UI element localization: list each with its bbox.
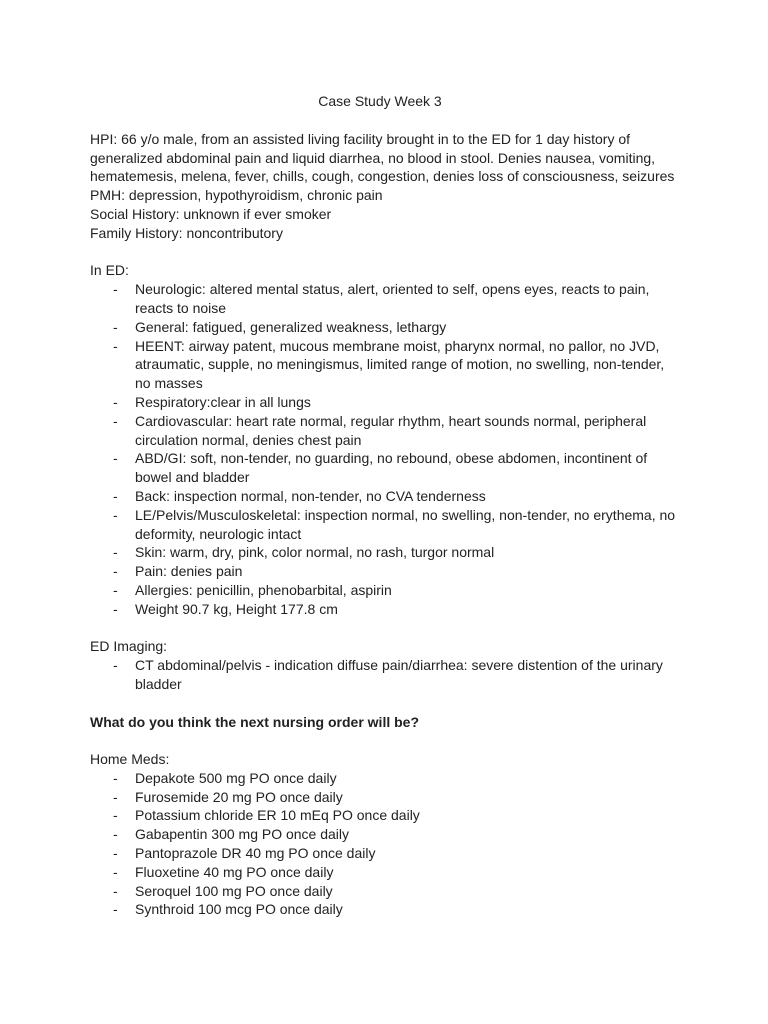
dash-bullet: - [113,450,118,467]
list-item [90,882,683,901]
list-item-text: Synthroid 100 mcg PO once daily [135,901,343,918]
list-item-text: Weight 90.7 kg, Height 177.8 cm [135,600,338,617]
list-item-text: LE/Pelvis/Musculoskeletal: inspection normal, no swelling, non-tender, no erythema, no deformity, neurologic intact [135,506,676,542]
dash-bullet: - [113,581,118,598]
dash-bullet: - [113,769,118,786]
list-item [90,280,683,318]
list-item [90,806,683,825]
list-item [90,825,683,844]
list-item [90,506,683,544]
list-item-text: Potassium chloride ER 10 mEq PO once daily [135,807,420,824]
dash-bullet: - [113,337,118,354]
list-item [90,844,683,863]
list-item-text: Gabapentin 300 mg PO once daily [135,826,350,843]
list-item-text: Cardiovascular: heart rate normal, regular rhythm, heart sounds normal, peripheral circulation normal, denies chest pain [135,412,647,448]
dash-bullet: - [113,600,118,617]
list-item-text: Back: inspection normal, non-tender, no CVA tenderness [135,487,486,504]
list-item [90,600,683,619]
dash-bullet: - [113,487,118,504]
dash-bullet: - [113,807,118,824]
spacer [90,619,690,638]
imaging-heading: ED Imaging: [90,638,168,655]
list-item-text: CT abdominal/pelvis - indication diffuse pain/diarrhea: severe distention of the urinary bladder [135,657,663,692]
dash-bullet: - [113,281,118,298]
social-history-text: Social History: unknown if ever smoker [90,205,332,222]
list-item [90,581,683,600]
list-item-text: Fluoxetine 40 mg PO once daily [135,863,334,880]
document-title: Case Study Week 3 [318,93,442,109]
ed-heading: In ED: [90,262,129,279]
list-item-text: Pantoprazole DR 40 mg PO once daily [135,845,376,862]
list-item-text: ABD/GI: soft, non-tender, no guarding, no rebound, obese abdomen, incontinent of bowel and bladder [135,450,648,486]
list-item [90,769,683,788]
dash-bullet: - [113,863,118,880]
family-history-text: Family History: noncontributory [90,224,283,241]
list-item [90,788,683,807]
imaging-list [90,656,690,694]
list-item [90,393,683,412]
spacer [90,731,690,750]
list-item-text: Depakote 500 mg PO once daily [135,769,337,786]
list-item-text: Respiratory:clear in all lungs [135,393,311,410]
dash-bullet: - [113,506,118,523]
list-item-text: Furosemide 20 mg PO once daily [135,788,343,805]
spacer [90,694,690,713]
dash-bullet: - [113,788,118,805]
question-text: What do you think the next nursing order will be? [90,713,420,730]
dash-bullet: - [113,826,118,843]
spacer [90,243,690,262]
dash-bullet: - [113,412,118,429]
home-meds-list [90,769,690,919]
list-item [90,543,683,562]
dash-bullet: - [113,544,118,561]
dash-bullet: - [113,845,118,862]
pmh-text: PMH: depression, hypothyroidism, chronic pain [90,187,383,204]
list-item [90,863,683,882]
dash-bullet: - [113,882,118,899]
list-item [90,487,683,506]
list-item-text: Pain: denies pain [135,563,243,580]
dash-bullet: - [113,393,118,410]
list-item-text: General: fatigued, generalized weakness, lethargy [135,318,447,335]
dash-bullet: - [113,901,118,918]
list-item-text: Skin: warm, dry, pink, color normal, no rash, turgor normal [135,544,495,561]
hpi-text: HPI: 66 y/o male, from an assisted living facility brought in to the ED for 1 day history of generalized abdominal pain and liquid diarrhea, no blood in stool. Denies nausea, vomiting, hematemesis, melena, fever, chills, cough, congestion, denies loss of consciousness, seizures [90,130,675,185]
list-item-text: Allergies: penicillin, phenobarbital, aspirin [135,581,392,598]
list-item-text: Neurologic: altered mental status, alert, oriented to self, opens eyes, reacts to pain, reacts to noise [135,281,650,316]
list-item [90,337,683,393]
ed-findings-list [90,280,690,618]
list-item [90,656,683,694]
list-item [90,449,683,487]
list-item [90,900,683,919]
list-item-text: HEENT: airway patent, mucous membrane moist, pharynx normal, no pallor, no JVD, atraumatic, supple, no meningismus, limited range of motion, no swelling, non-tender, no masses [135,337,665,392]
dash-bullet: - [113,563,118,580]
home-meds-heading: Home Meds: [90,751,170,768]
list-item-text: Seroquel 100 mg PO once daily [135,882,333,899]
dash-bullet: - [113,318,118,335]
list-item [90,318,683,337]
list-item [90,412,683,450]
document-page [90,92,690,919]
list-item [90,562,683,581]
dash-bullet: - [113,657,118,674]
